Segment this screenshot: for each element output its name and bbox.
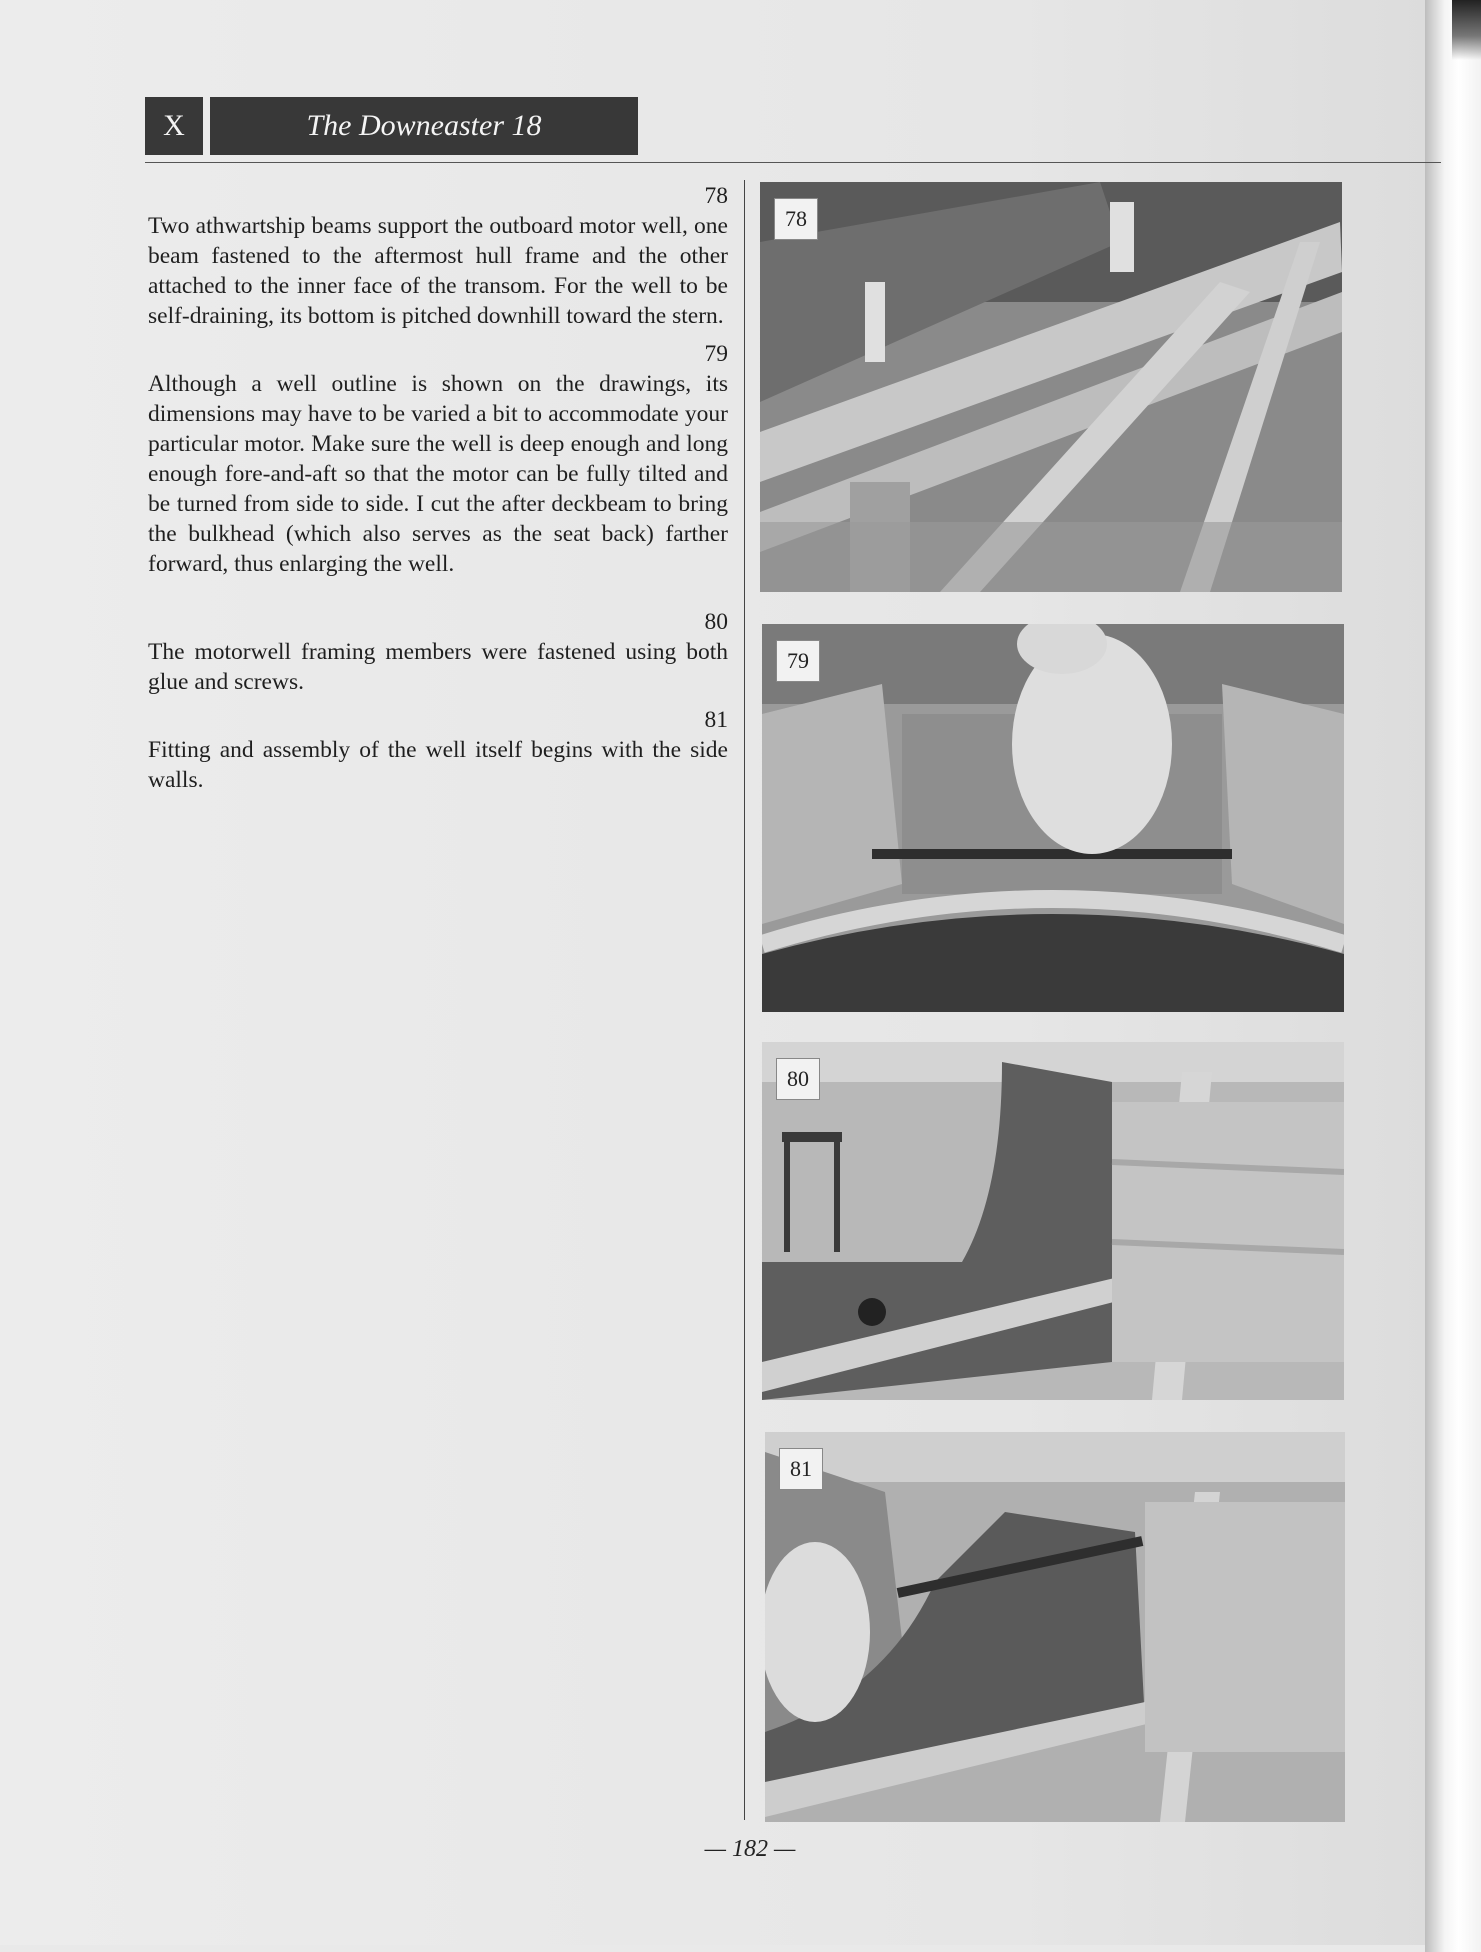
running-head-title: The Downeaster 18: [210, 97, 638, 155]
photo-label-79: 79: [776, 640, 820, 682]
section-text-79: Although a well outline is shown on the drawings, its dimensions may have to be varied a bit to accommodate your particular motor. Make sure the well is deep enough and long enough fore-and-aft so that the motor can be fully tilted and be turned from side to side. I cut the after deckbeam to bring the bulkhead (which also serves as the seat back) farther forward, thus enlarging the well.: [148, 371, 728, 577]
text-column: [148, 181, 728, 795]
section-text-78: Two athwartship beams support the outboard motor well, one beam fastened to the aftermost hull frame and the other attached to the inner face of the transom. For the well to be self-draining, its bottom is pitched downhill toward the stern.: [148, 213, 728, 329]
photo-label-80: 80: [776, 1058, 820, 1100]
header-rule: [145, 162, 1441, 163]
section-number-81: 81: [704, 707, 728, 733]
section-text-80: The motorwell framing members were fastened using both glue and screws.: [148, 639, 728, 695]
column-rule: [744, 180, 745, 1820]
photo-label-81: 81: [779, 1448, 823, 1490]
chapter-number: X: [145, 97, 203, 155]
spine-shadow: [1452, 0, 1481, 60]
section-text-81: Fitting and assembly of the well itself begins with the side walls.: [148, 737, 728, 793]
section-number-80: 80: [704, 609, 728, 635]
section-number-78: 78: [704, 183, 728, 209]
photo-78: [760, 182, 1342, 592]
photo-81: [765, 1432, 1345, 1822]
book-spine: [1425, 0, 1481, 1952]
page-number: — 182 —: [704, 1836, 796, 1862]
photo-80: [762, 1042, 1344, 1400]
section-number-79: 79: [704, 341, 728, 367]
photo-79: [762, 624, 1344, 1012]
photo-label-78: 78: [774, 198, 818, 240]
